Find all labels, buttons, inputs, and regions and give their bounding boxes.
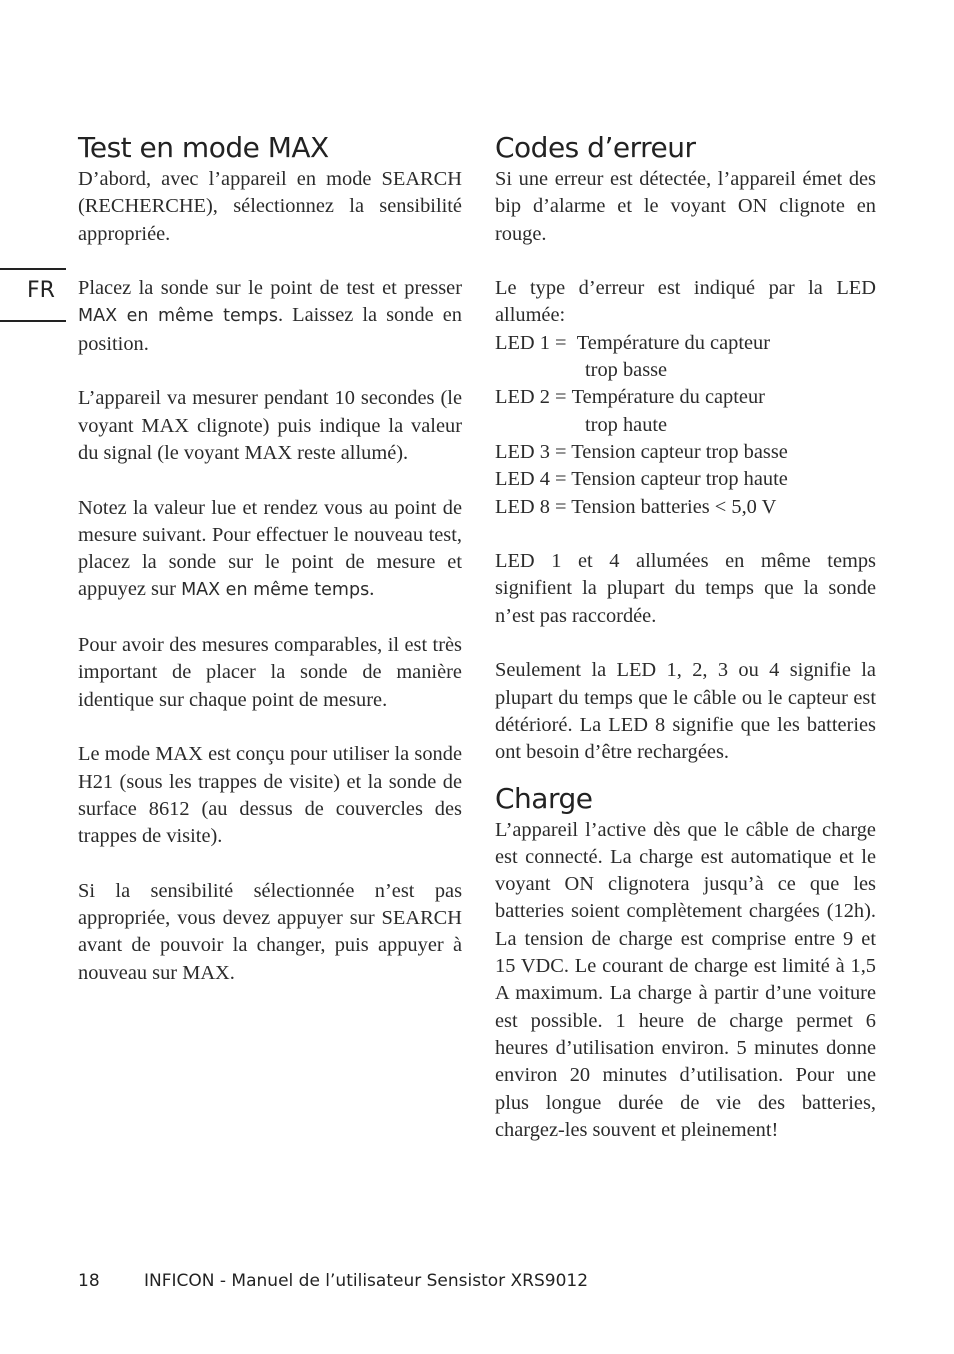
led-code-row [495,330,876,357]
paragraph-text: . Laissez la sonde en position. [78,304,462,355]
paragraph: Si la sensibilité sélectionnée n’est pas appropriée, vous devez appuyer sur SEARCH avant de pouvoir la changer, puis appuyer à nouveau sur MAX. [78,879,462,984]
section-title-error-codes: Codes d’erreur [495,131,696,164]
paragraph: D’abord, avec l’appareil en mode SEARCH (RECHERCHE), sélectionnez la sensibilité appropriée. [78,168,462,245]
footer-title: INFICON - Manuel de l’utilisateur Sensistor XRS9012 [144,1271,589,1291]
key-reference-max: MAX en même temps [78,306,278,327]
key-reference-max: MAX en même temps [181,580,370,601]
paragraph: Le mode MAX est conçu pour utiliser la sonde H21 (sous les trappes de visite) et la sonde de surface 8612 (au dessus de couvercles des trappes de visite). [78,743,462,848]
paragraph-text: . [369,578,375,601]
right-column [495,130,876,1171]
led-code-meaning: Température du capteur [571,386,765,409]
section-title-charge: Charge [495,781,593,815]
paragraph: L’appareil va mesurer pendant 10 secondes (le voyant MAX clignote) puis indique la valeur du signal (le voyant MAX reste allumé). [78,387,462,464]
page-number: 18 [78,1271,100,1291]
section-title-test-max: Test en mode MAX [78,131,329,164]
paragraph [78,275,462,358]
led-code-row [495,384,876,411]
paragraph: Pour avoir des mesures comparables, il est très important de placer la sonde de manière identique sur chaque point de mesure. [78,634,462,711]
language-tab-label: FR [27,278,55,303]
paragraph-text: Placez la sonde sur le point de test et presser [78,277,462,300]
paragraph: Seulement la LED 1, 2, 3 ou 4 signifie la plupart du temps que le câble ou le capteur est détérioré. La LED 8 signifie que les batteries ont besoin d’être rechargées. [495,659,876,764]
paragraph-text: Notez la valeur lue et rendez vous au point de mesure suivant. Pour effectuer le nouveau test, placez la sonde sur le point de mesure et appuyez sur [78,496,462,601]
paragraph [78,495,462,605]
left-column [78,130,462,1014]
led-code-meaning: Température du capteur [576,331,771,354]
led-code-list [495,330,876,521]
led-code-row: LED 4 = Tension capteur trop haute [495,468,788,491]
paragraph: LED 1 et 4 allumées en même temps signifient la plupart du temps que la sonde n’est pas raccordée. [495,550,876,627]
led-code-key: LED 1 = [495,331,577,354]
led-code-row: LED 8 = Tension batteries < 5,0 V [495,495,777,518]
led-code-key: LED 2 = [495,386,572,409]
led-code-row: LED 3 = Tension capteur trop basse [495,440,788,463]
led-code-continuation: trop haute [585,413,668,436]
paragraph: Si une erreur est détectée, l’appareil émet des bip d’alarme et le voyant ON clignote en rouge. [495,168,876,245]
paragraph: Le type d’erreur est indiqué par la LED allumée: [495,277,876,327]
paragraph: L’appareil l’active dès que le câble de charge est connecté. La charge est automatique et le voyant ON clignotera jusqu’à ce que les batteries soient complètement chargées (12h). La tension de charge est comprise entre 9 et 15 VDC. Le courant de charge est limité à 1,5 A maximum. La charge à partir d’une voiture est possible. 1 heure de charge permet 6 heures d’utilisation environ. 5 minutes donne environ 20 minutes d’utilisation. Pour une plus longue durée de vie des batteries, chargez-les souvent et pleinement! [495,818,876,1141]
led-code-continuation: trop basse [585,359,668,382]
